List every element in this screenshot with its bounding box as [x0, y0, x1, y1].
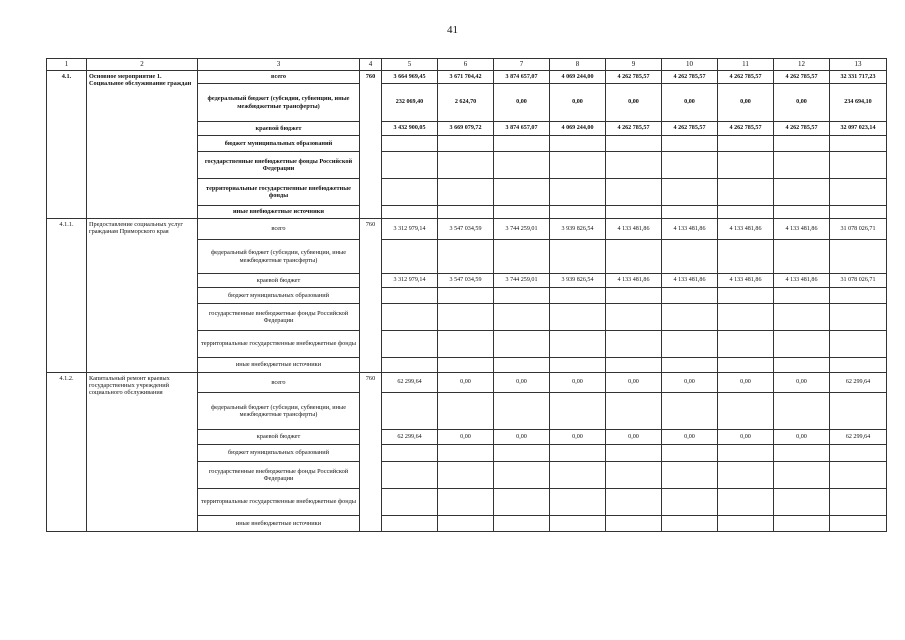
value-cell: [382, 393, 438, 430]
value-cell: 0,00: [774, 84, 830, 122]
value-cell: [606, 288, 662, 304]
value-cell: [830, 136, 887, 152]
value-cell: 0,00: [718, 84, 774, 122]
value-cell: [438, 516, 494, 532]
value-cell: [550, 304, 606, 331]
value-cell: [606, 152, 662, 179]
value-cell: [662, 516, 718, 532]
header-row: [47, 59, 887, 71]
value-cell: 62 299,64: [382, 430, 438, 445]
value-cell: [718, 288, 774, 304]
value-cell: 62 299,64: [830, 373, 887, 393]
funding-source: краевой бюджет: [198, 122, 360, 136]
value-cell: 4 262 785,57: [718, 71, 774, 84]
value-cell: 3 547 034,59: [438, 274, 494, 288]
value-cell: 0,00: [550, 84, 606, 122]
value-cell: [550, 288, 606, 304]
value-cell: [662, 152, 718, 179]
value-cell: [774, 136, 830, 152]
value-cell: [438, 206, 494, 219]
value-cell: [606, 516, 662, 532]
value-cell: [606, 179, 662, 206]
value-cell: 3 939 826,54: [550, 219, 606, 240]
value-cell: [382, 516, 438, 532]
value-cell: 3 312 979,14: [382, 274, 438, 288]
value-cell: [830, 331, 887, 358]
value-cell: 0,00: [438, 373, 494, 393]
value-cell: [550, 445, 606, 462]
header-cell: 1: [47, 59, 87, 71]
header-cell: 10: [662, 59, 718, 71]
value-cell: 4 069 244,00: [550, 122, 606, 136]
value-cell: [438, 288, 494, 304]
value-cell: [550, 393, 606, 430]
funding-source: федеральный бюджет (субсидии, субвенции, иные межбюджетные трансферты): [198, 84, 360, 122]
value-cell: 3 874 657,07: [494, 122, 550, 136]
item-number: 4.1.2.: [47, 373, 87, 532]
value-cell: [438, 393, 494, 430]
value-cell: 0,00: [494, 84, 550, 122]
value-cell: [382, 152, 438, 179]
value-cell: [718, 179, 774, 206]
value-cell: [830, 393, 887, 430]
value-cell: [494, 393, 550, 430]
value-cell: [382, 462, 438, 489]
funding-source: иные внебюджетные источники: [198, 358, 360, 373]
value-cell: 0,00: [662, 84, 718, 122]
value-cell: [830, 445, 887, 462]
value-cell: 4 133 481,86: [774, 219, 830, 240]
value-cell: [718, 206, 774, 219]
funding-source: государственные внебюджетные фонды Российской Федерации: [198, 152, 360, 179]
value-cell: 3 671 704,42: [438, 71, 494, 84]
funding-source: территориальные государственные внебюджетные фонды: [198, 489, 360, 516]
value-cell: [494, 516, 550, 532]
value-cell: 32 331 717,23: [830, 71, 887, 84]
value-cell: 3 664 969,45: [382, 71, 438, 84]
funding-source: всего: [198, 219, 360, 240]
grbs-code: 760: [360, 219, 382, 373]
value-cell: 3 874 657,07: [494, 71, 550, 84]
value-cell: [550, 206, 606, 219]
value-cell: [662, 393, 718, 430]
value-cell: [382, 240, 438, 274]
value-cell: [494, 288, 550, 304]
value-cell: 4 133 481,86: [718, 274, 774, 288]
page-number: 41: [447, 24, 458, 36]
value-cell: 4 262 785,57: [606, 122, 662, 136]
value-cell: [662, 179, 718, 206]
value-cell: [438, 445, 494, 462]
value-cell: [550, 331, 606, 358]
item-name: Основное мероприятие 1. Социальное обслуживание граждан: [87, 71, 198, 219]
value-cell: [550, 136, 606, 152]
table-row: [47, 373, 887, 393]
value-cell: 0,00: [718, 373, 774, 393]
value-cell: 4 133 481,86: [718, 219, 774, 240]
value-cell: 0,00: [606, 430, 662, 445]
item-number: 4.1.1.: [47, 219, 87, 373]
funding-source: бюджет муниципальных образований: [198, 136, 360, 152]
value-cell: 4 133 481,86: [774, 274, 830, 288]
value-cell: [438, 152, 494, 179]
header-cell: 8: [550, 59, 606, 71]
value-cell: [382, 331, 438, 358]
value-cell: [494, 445, 550, 462]
header-cell: 2: [87, 59, 198, 71]
value-cell: 4 133 481,86: [662, 274, 718, 288]
value-cell: [494, 179, 550, 206]
funding-source: иные внебюджетные источники: [198, 516, 360, 532]
value-cell: 31 078 026,71: [830, 219, 887, 240]
value-cell: [494, 240, 550, 274]
value-cell: [382, 288, 438, 304]
value-cell: [550, 152, 606, 179]
value-cell: [830, 206, 887, 219]
value-cell: [438, 462, 494, 489]
funding-source: территориальные государственные внебюджетные фонды: [198, 331, 360, 358]
value-cell: [662, 489, 718, 516]
value-cell: [382, 304, 438, 331]
value-cell: [606, 331, 662, 358]
value-cell: [494, 206, 550, 219]
value-cell: 2 624,70: [438, 84, 494, 122]
value-cell: [718, 516, 774, 532]
value-cell: [606, 240, 662, 274]
value-cell: [718, 240, 774, 274]
grbs-code: 760: [360, 373, 382, 532]
value-cell: [718, 462, 774, 489]
funding-source: всего: [198, 71, 360, 84]
value-cell: [662, 331, 718, 358]
value-cell: [550, 240, 606, 274]
value-cell: [774, 489, 830, 516]
value-cell: 0,00: [774, 430, 830, 445]
header-cell: 9: [606, 59, 662, 71]
value-cell: 31 078 026,71: [830, 274, 887, 288]
funding-source: бюджет муниципальных образований: [198, 288, 360, 304]
value-cell: 3 744 259,01: [494, 274, 550, 288]
value-cell: [830, 179, 887, 206]
value-cell: [494, 489, 550, 516]
value-cell: [774, 516, 830, 532]
value-cell: [438, 304, 494, 331]
value-cell: 3 744 259,01: [494, 219, 550, 240]
value-cell: [774, 358, 830, 373]
funding-source: территориальные государственные внебюджетные фонды: [198, 179, 360, 206]
value-cell: 62 299,64: [830, 430, 887, 445]
budget-table: [46, 58, 887, 532]
value-cell: [718, 331, 774, 358]
value-cell: [382, 489, 438, 516]
value-cell: [662, 206, 718, 219]
value-cell: [718, 393, 774, 430]
value-cell: [830, 152, 887, 179]
header-cell: 7: [494, 59, 550, 71]
value-cell: [774, 240, 830, 274]
value-cell: [438, 240, 494, 274]
header-cell: 12: [774, 59, 830, 71]
value-cell: [606, 206, 662, 219]
value-cell: 4 262 785,57: [606, 71, 662, 84]
value-cell: [438, 136, 494, 152]
table-row: [47, 219, 887, 240]
funding-source: краевой бюджет: [198, 274, 360, 288]
value-cell: [830, 489, 887, 516]
value-cell: 3 312 979,14: [382, 219, 438, 240]
value-cell: [494, 136, 550, 152]
value-cell: 0,00: [606, 373, 662, 393]
value-cell: 4 262 785,57: [662, 71, 718, 84]
header-cell: 5: [382, 59, 438, 71]
value-cell: 3 547 034,59: [438, 219, 494, 240]
row-group: [47, 219, 887, 373]
grbs-code: 760: [360, 71, 382, 219]
value-cell: [382, 179, 438, 206]
value-cell: 0,00: [494, 430, 550, 445]
value-cell: [382, 206, 438, 219]
value-cell: 0,00: [438, 430, 494, 445]
value-cell: [606, 393, 662, 430]
header-cell: 4: [360, 59, 382, 71]
row-group: [47, 373, 887, 532]
value-cell: [382, 358, 438, 373]
value-cell: 0,00: [606, 84, 662, 122]
value-cell: [662, 358, 718, 373]
value-cell: 4 262 785,57: [718, 122, 774, 136]
value-cell: 0,00: [774, 373, 830, 393]
value-cell: [382, 445, 438, 462]
value-cell: [718, 358, 774, 373]
header-cell: 13: [830, 59, 887, 71]
value-cell: [718, 152, 774, 179]
value-cell: [774, 393, 830, 430]
funding-source: государственные внебюджетные фонды Российской Федерации: [198, 462, 360, 489]
value-cell: 0,00: [662, 430, 718, 445]
funding-source: всего: [198, 373, 360, 393]
value-cell: [606, 489, 662, 516]
value-cell: [494, 331, 550, 358]
value-cell: [382, 136, 438, 152]
value-cell: [774, 288, 830, 304]
funding-source: государственные внебюджетные фонды Российской Федерации: [198, 304, 360, 331]
value-cell: [550, 358, 606, 373]
value-cell: [662, 240, 718, 274]
value-cell: [774, 152, 830, 179]
value-cell: [494, 358, 550, 373]
value-cell: [774, 445, 830, 462]
table-row: [47, 71, 887, 84]
value-cell: [438, 179, 494, 206]
value-cell: 234 694,10: [830, 84, 887, 122]
header-cell: 11: [718, 59, 774, 71]
value-cell: [774, 179, 830, 206]
value-cell: [494, 304, 550, 331]
value-cell: [662, 445, 718, 462]
row-group: [47, 71, 887, 219]
value-cell: 232 069,40: [382, 84, 438, 122]
value-cell: [606, 462, 662, 489]
value-cell: 0,00: [494, 373, 550, 393]
value-cell: 62 299,64: [382, 373, 438, 393]
value-cell: 0,00: [550, 373, 606, 393]
value-cell: [438, 331, 494, 358]
value-cell: 32 097 023,14: [830, 122, 887, 136]
value-cell: [662, 136, 718, 152]
funding-source: федеральный бюджет (субсидии, субвенции, иные межбюджетные трансферты): [198, 240, 360, 274]
value-cell: 4 262 785,57: [774, 71, 830, 84]
value-cell: [718, 489, 774, 516]
value-cell: [830, 462, 887, 489]
value-cell: 4 133 481,86: [662, 219, 718, 240]
value-cell: [662, 288, 718, 304]
item-name: Предоставление социальных услуг гражданам Приморского края: [87, 219, 198, 373]
value-cell: [774, 304, 830, 331]
funding-source: иные внебюджетные источники: [198, 206, 360, 219]
value-cell: [438, 489, 494, 516]
value-cell: 0,00: [718, 430, 774, 445]
funding-source: федеральный бюджет (субсидии, субвенции, иные межбюджетные трансферты): [198, 393, 360, 430]
value-cell: 3 432 900,05: [382, 122, 438, 136]
value-cell: [550, 489, 606, 516]
value-cell: [718, 304, 774, 331]
item-number: 4.1.: [47, 71, 87, 219]
header-cell: 6: [438, 59, 494, 71]
value-cell: [718, 445, 774, 462]
value-cell: [606, 358, 662, 373]
value-cell: [494, 462, 550, 489]
value-cell: [830, 240, 887, 274]
value-cell: [830, 516, 887, 532]
value-cell: 0,00: [550, 430, 606, 445]
value-cell: [662, 462, 718, 489]
value-cell: 3 939 826,54: [550, 274, 606, 288]
header-cell: 3: [198, 59, 360, 71]
value-cell: [550, 462, 606, 489]
value-cell: 4 069 244,00: [550, 71, 606, 84]
value-cell: [718, 136, 774, 152]
value-cell: [550, 516, 606, 532]
funding-source: краевой бюджет: [198, 430, 360, 445]
table-header: [47, 59, 887, 71]
value-cell: 4 133 481,86: [606, 274, 662, 288]
value-cell: [550, 179, 606, 206]
value-cell: [774, 462, 830, 489]
value-cell: [606, 304, 662, 331]
value-cell: [774, 331, 830, 358]
value-cell: [830, 358, 887, 373]
value-cell: [830, 304, 887, 331]
value-cell: 3 669 079,72: [438, 122, 494, 136]
value-cell: 0,00: [662, 373, 718, 393]
value-cell: [494, 152, 550, 179]
value-cell: [830, 288, 887, 304]
item-name: Капитальный ремонт краевых государственных учреждений социального обслуживания: [87, 373, 198, 532]
value-cell: 4 262 785,57: [774, 122, 830, 136]
value-cell: [438, 358, 494, 373]
value-cell: [606, 136, 662, 152]
value-cell: [774, 206, 830, 219]
value-cell: [606, 445, 662, 462]
value-cell: 4 262 785,57: [662, 122, 718, 136]
value-cell: [662, 304, 718, 331]
value-cell: 4 133 481,86: [606, 219, 662, 240]
funding-source: бюджет муниципальных образований: [198, 445, 360, 462]
